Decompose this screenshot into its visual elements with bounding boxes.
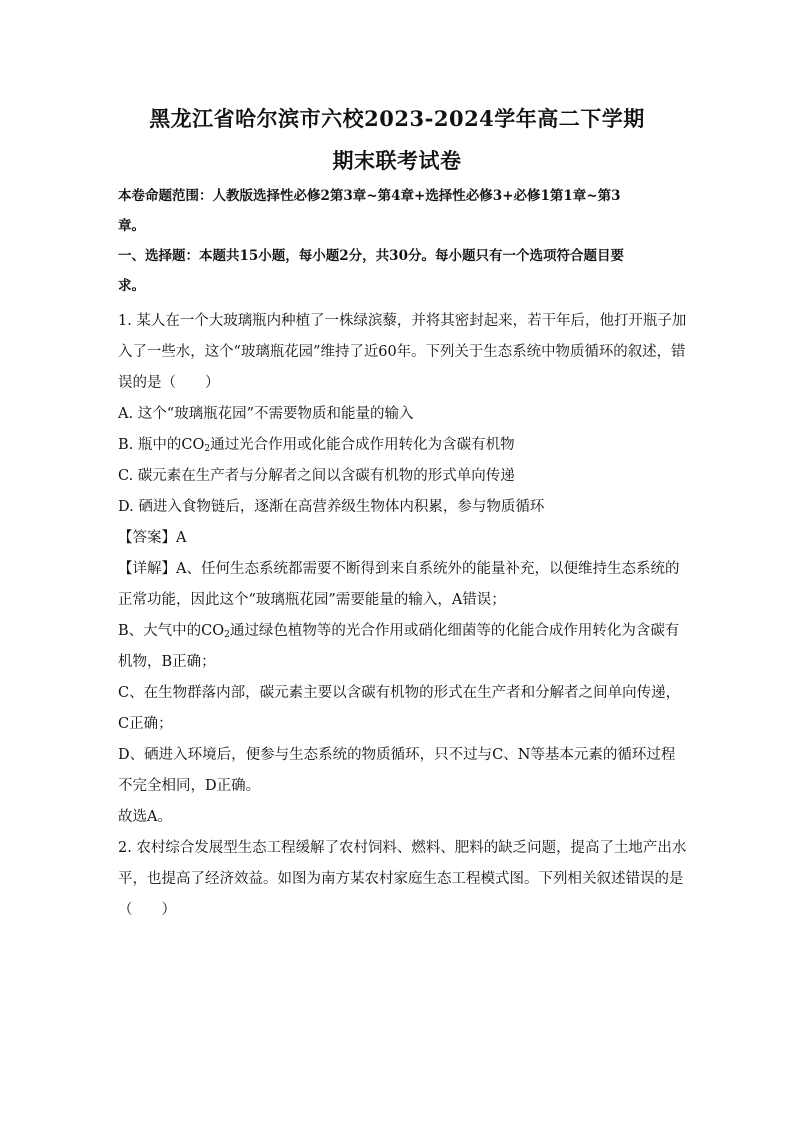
q1-detail-line6: C正确； — [118, 716, 173, 732]
q1-stem-line3: 误的是（ ） — [118, 375, 220, 391]
q1-detail-line5: C、在生物群落内部，碳元素主要以含碳有机物的形式在生产者和分解者之间单向传递， — [118, 685, 681, 701]
q1-option-c: C. 碳元素在生产者与分解者之间以含碳有机物的形式单向传递 — [118, 468, 515, 484]
q2-stem-line1: 2. 农村综合发展型生态工程缓解了农村饲料、燃料、肥料的缺乏问题，提高了土地产出水 — [118, 840, 687, 856]
section-heading-line2: 求。 — [118, 278, 145, 294]
q1-detail-line1: 【详解】A、任何生态系统都需要不断得到来自系统外的能量补充，以便维持生态系统的 — [118, 561, 680, 577]
q1-detail-b-subscript: 2 — [224, 630, 230, 640]
q1-stem-line1: 1. 某人在一个大玻璃瓶内种植了一株绿滨藜，并将其密封起来，若干年后，他打开瓶子加 — [118, 313, 687, 329]
q1-detail-line3 — [118, 621, 686, 645]
q1-detail-line4: 机物，B正确； — [118, 654, 216, 670]
q1-detail-line2: 正常功能，因此这个“玻璃瓶花园”需要能量的输入，A错误； — [118, 592, 506, 608]
section-heading-line1: 一、选择题：本题共15小题，每小题2分，共30分。每小题只有一个选项符合题目要 — [118, 248, 624, 264]
q2-stem-line2: 平，也提高了经济效益。如图为南方某农村家庭生态工程模式图。下列相关叙述错误的是 — [118, 871, 684, 887]
q1-detail-b-text-rest: 通过绿色植物等的光合作用或硝化细菌等的化能合成作用转化为含碳有 — [229, 623, 680, 639]
q1-conclusion: 故选A。 — [118, 809, 172, 825]
scope-line2: 章。 — [118, 218, 145, 234]
q1-option-b-subscript: 2 — [204, 444, 211, 454]
scope-line1: 本卷命题范围：人教版选择性必修2第3章~第4章+选择性必修3+必修1第1章~第3 — [118, 188, 621, 204]
q1-option-b — [118, 435, 686, 459]
q1-option-d: D. 硒进入食物链后，逐渐在高营养级生物体内积累，参与物质循环 — [118, 499, 545, 515]
q1-option-b-text-rest: 通过光合作用或化能合成作用转化为含碳有机物 — [210, 437, 515, 453]
q1-detail-line7: D、硒进入环境后，便参与生态系统的物质循环，只不过与C、N等基本元素的循环过程 — [118, 747, 676, 763]
q1-stem-line2: 入了一些水，这个“玻璃瓶花园”维持了近60年。下列关于生态系统中物质循环的叙述，错 — [118, 344, 686, 360]
q2-stem-line3: （ ） — [118, 902, 176, 918]
q1-detail-b-text: B、大气中的CO — [118, 623, 225, 639]
q1-detail-line8: 不完全相同，D正确。 — [118, 778, 261, 794]
exam-title-line2: 期末联考试卷 — [332, 148, 462, 173]
exam-title-line1: 黑龙江省哈尔滨市六校2023-2024学年高二下学期 — [149, 106, 645, 131]
q1-option-a: A. 这个“玻璃瓶花园”不需要物质和能量的输入 — [118, 406, 414, 422]
q1-answer: 【答案】A — [118, 530, 187, 546]
q1-option-b-text: B. 瓶中的CO — [118, 437, 205, 453]
